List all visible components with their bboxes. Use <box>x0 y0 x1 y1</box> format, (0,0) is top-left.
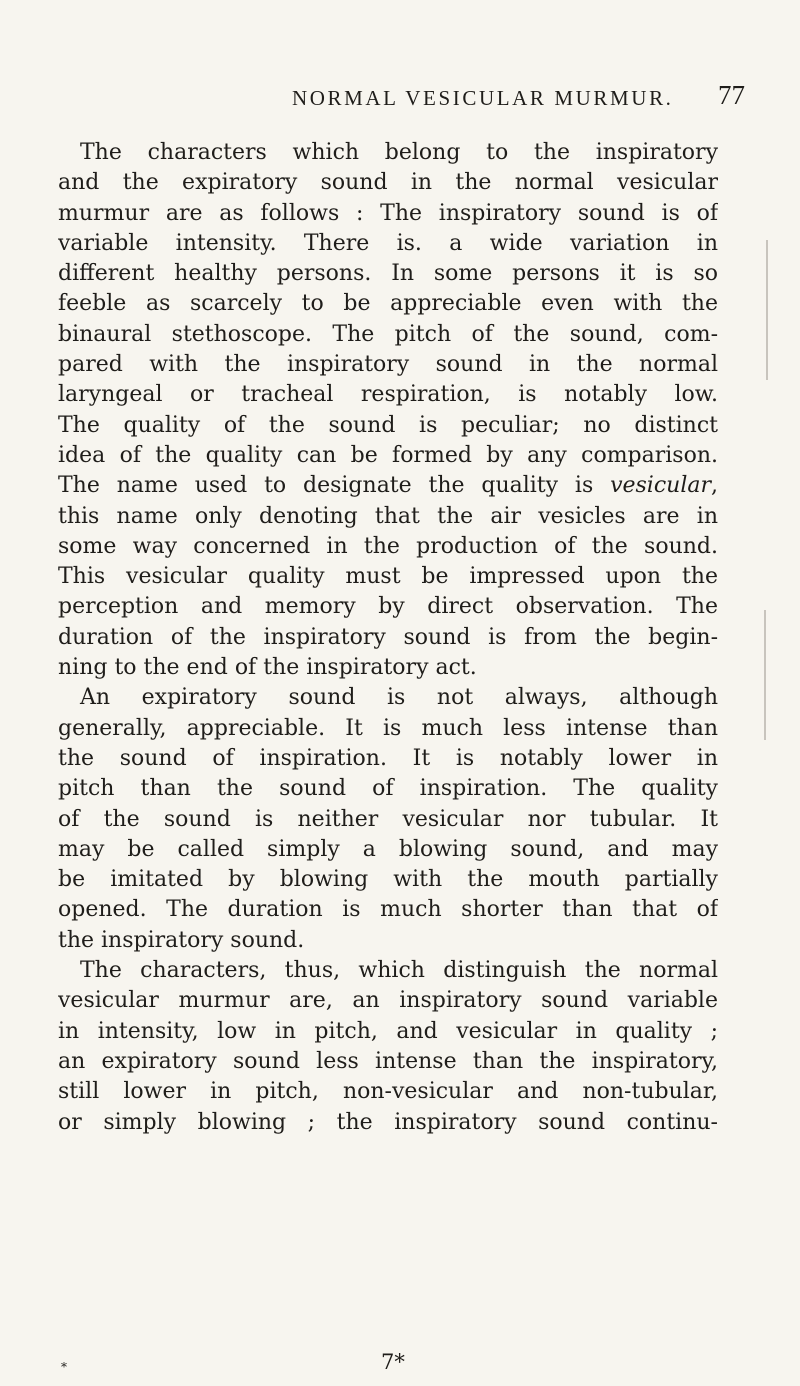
text-line: idea of the quality can be formed by any comparison. <box>58 442 718 468</box>
text-line: vesicular murmur are, an inspiratory sound variable <box>58 988 718 1014</box>
page-edge-shadow <box>766 240 768 380</box>
text-line: ning to the end of the inspiratory act. <box>58 655 477 681</box>
text-line: perception and memory by direct observation. The <box>58 594 718 620</box>
text-line: This vesicular quality must be impressed upon the <box>58 564 718 590</box>
text-line: murmur are as follows : The inspiratory sound is of <box>58 200 718 226</box>
text-line: feeble as scarcely to be appreciable even with the <box>58 291 718 317</box>
text-segment: , <box>711 473 718 499</box>
text-line: of the sound is neither vesicular nor tubular. It <box>58 806 718 832</box>
text-line: An expiratory sound is not always, although <box>80 685 718 711</box>
footer-mark: * <box>61 1360 67 1374</box>
text-line-italic <box>58 471 718 501</box>
text-line: an expiratory sound less intense than the inspiratory, <box>58 1048 718 1074</box>
text-line: binaural stethoscope. The pitch of the sound, com- <box>58 321 718 347</box>
text-line: may be called simply a blowing sound, and may <box>58 836 718 862</box>
text-line: laryngeal or tracheal respiration, is notably low. <box>58 382 718 408</box>
text-line: this name only denoting that the air vesicles are in <box>58 503 718 529</box>
body-text <box>58 138 718 1138</box>
running-title: NORMAL VESICULAR MURMUR. <box>292 86 674 110</box>
text-line: The characters, thus, which distinguish the normal <box>80 958 718 984</box>
text-line: The characters which belong to the inspiratory <box>80 140 718 165</box>
text-line: in intensity, low in pitch, and vesicular in quality ; <box>58 1018 718 1044</box>
text-line: generally, appreciable. It is much less intense than <box>58 715 718 741</box>
italic-term: vesicular <box>610 473 711 499</box>
text-line: variable intensity. There is. a wide variation in <box>58 230 718 256</box>
text-line: and the expiratory sound in the normal vesicular <box>58 170 718 196</box>
text-line: or simply blowing ; the inspiratory sound continu- <box>58 1109 718 1135</box>
page-edge-shadow <box>764 610 766 740</box>
text-line: opened. The duration is much shorter than that of <box>58 897 718 923</box>
text-line: the inspiratory sound. <box>58 927 305 953</box>
text-line: The quality of the sound is peculiar; no distinct <box>58 412 718 438</box>
text-line: different healthy persons. In some persons it is so <box>58 261 718 287</box>
page-number: 77 <box>718 80 745 110</box>
text-line: pitch than the sound of inspiration. The quality <box>58 776 718 802</box>
page-header <box>0 80 800 122</box>
text-line: some way concerned in the production of the sound. <box>58 533 718 559</box>
text-segment: The name used to designate the quality is <box>58 473 611 499</box>
text-line: pared with the inspiratory sound in the normal <box>58 352 718 378</box>
text-line: be imitated by blowing with the mouth partially <box>58 867 718 893</box>
signature-mark: 7* <box>381 1350 405 1374</box>
text-line: duration of the inspiratory sound is from the begin- <box>58 624 718 650</box>
text-line: the sound of inspiration. It is notably lower in <box>58 745 718 771</box>
text-line: still lower in pitch, non-vesicular and non-tubular, <box>58 1079 718 1105</box>
